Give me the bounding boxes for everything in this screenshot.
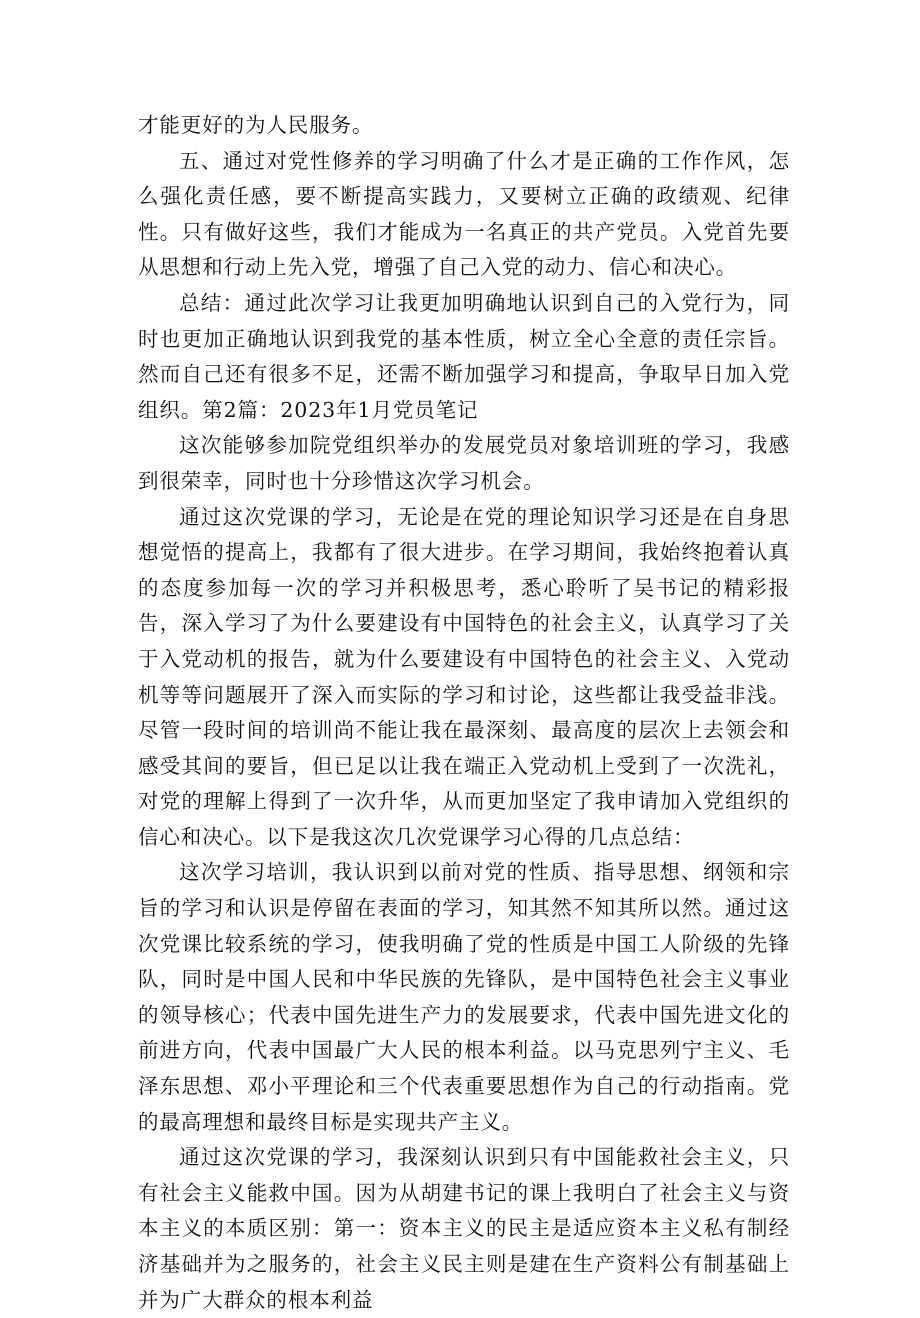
document-body — [138, 108, 790, 1318]
paragraph-1: 才能更好的为人民服务。 — [138, 113, 374, 137]
paragraph-5: 通过这次党课的学习，无论是在党的理论知识学习还是在自身思想觉悟的提高上，我都有了很大进步。在学习期间，我始终抱着认真的态度参加每一次的学习并积极思考，悉心聆听了吴书记的精彩报告，深入学习了为什么要建设有中国特色的社会主义，认真学习了关于入党动机的报告，就为什么要建设有中国特色的社会主义、入党动机等等问题展开了深入而实际的学习和讨论，这些都让我受益非浅。尽管一段时间的培训尚不能让我在最深刻、最高度的层次上去领会和感受其间的要旨，但已足以让我在端正入党动机上受到了一次洗礼，对党的理解上得到了一次升华，从而更加坚定了我申请加入党组织的信心和决心。以下是我这次几次党课学习心得的几点总结： — [138, 504, 790, 849]
paragraph-3: 总结：通过此次学习让我更加明确地认识到自己的入党行为，同时也更加正确地认识到我党的基本性质，树立全心全意的责任宗旨。然而自己还有很多不足，还需不断加强学习和提高，争取早日加入党组织。第2篇：2023年1月党员笔记 — [138, 290, 790, 422]
paragraph-4: 这次能够参加院党组织举办的发展党员对象培训班的学习，我感到很荣幸，同时也十分珍惜这次学习机会。 — [138, 433, 790, 493]
paragraph-6: 这次学习培训，我认识到以前对党的性质、指导思想、纲领和宗旨的学习和认识是停留在表面的学习，知其然不知其所以然。通过这次党课比较系统的学习，使我明确了党的性质是中国工人阶级的先锋队，同时是中国人民和中华民族的先锋队，是中国特色社会主义事业的领导核心；代表中国先进生产力的发展要求，代表中国先进文化的前进方向，代表中国最广大人民的根本利益。以马克思列宁主义、毛泽东思想、邓小平理论和三个代表重要思想作为自己的行动指南。党的最高理想和最终目标是实现共产主义。 — [138, 860, 790, 1134]
paragraph-2: 五、通过对党性修养的学习明确了什么才是正确的工作作风，怎么强化责任感，要不断提高实践力，又要树立正确的政绩观、纪律性。只有做好这些，我们才能成为一名真正的共产党员。入党首先要从思想和行动上先入党，增强了自己入党的动力、信心和决心。 — [138, 148, 790, 280]
paragraph-7: 通过这次党课的学习，我深刻认识到只有中国能救社会主义，只有社会主义能救中国。因为从胡建书记的课上我明白了社会主义与资本主义的本质区别：第一：资本主义的民主是适应资本主义私有制经济基础并为之服务的，社会主义民主则是建在生产资料公有制基础上并为广大群众的根本利益 — [138, 1145, 790, 1312]
